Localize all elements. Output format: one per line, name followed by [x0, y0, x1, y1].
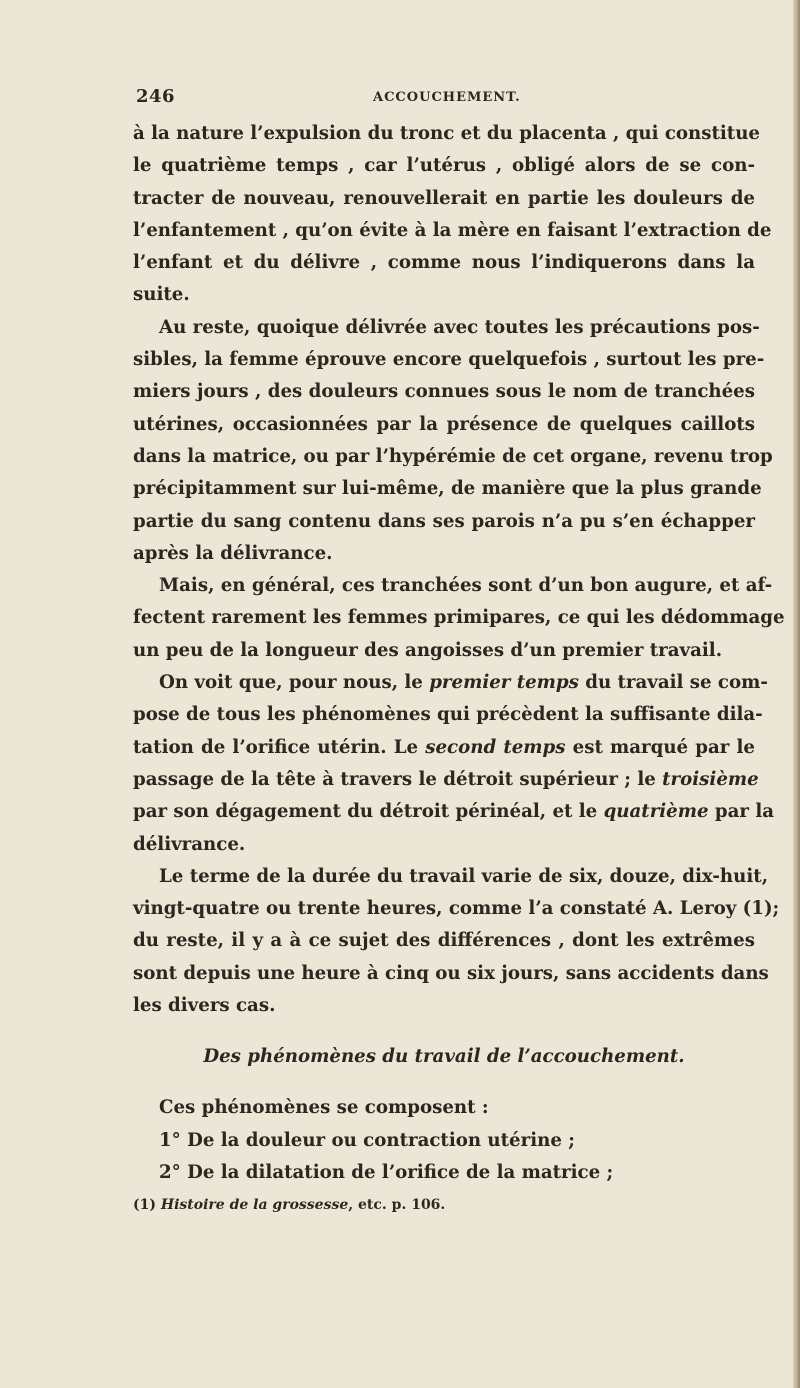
text-line [133, 732, 755, 764]
italic-run: premier temps [429, 672, 579, 694]
paragraph-2 [133, 312, 773, 570]
text-run: par la [708, 801, 775, 823]
footnote [133, 1197, 445, 1213]
page-content [133, 82, 785, 1189]
text-line [133, 796, 775, 828]
text-run: du travail se com- [578, 672, 768, 694]
text-line: après la délivrance. [133, 542, 333, 564]
text-line: tracter de nouveau, renouvellerait en partie les douleurs de [133, 187, 755, 209]
text-line: sont depuis une heure à cinq ou six jours, sans accidents dans [133, 962, 769, 984]
paragraph-5 [133, 861, 780, 1022]
text-line: du reste, il y a à ce sujet des différences , dont les extrêmes [133, 930, 755, 952]
text-line: sibles, la femme éprouve encore quelquefois , surtout les pre- [133, 349, 765, 371]
page-number: 246 [136, 86, 176, 107]
text-line: à la nature l’expulsion du tronc et du placenta , qui constitue [133, 123, 761, 144]
paragraph-6 [133, 1092, 755, 1189]
text-line: miers jours , des douleurs connues sous le nom de tranchées [133, 381, 755, 403]
body-text [133, 118, 785, 1189]
text-line: l’enfantement , qu’on évite à la mère en faisant l’extraction de [133, 219, 772, 241]
text-run: passage de la tête à travers le détroit supérieur ; le [133, 768, 663, 790]
text-line: dans la matrice, ou par l’hypérémie de cet organe, revenu trop [133, 445, 773, 467]
text-line: Au reste, quoique délivrée avec toutes les précautions pos- [159, 316, 760, 338]
text-line: vingt-quatre ou trente heures, comme l’a constaté A. Leroy (1); [133, 898, 780, 920]
text-run: On voit que, pour nous, le [159, 672, 430, 694]
paragraph-4 [133, 667, 775, 861]
paragraph-3 [133, 570, 785, 667]
section-heading: Des phénomènes du travail de l’accouchement. [203, 1046, 685, 1068]
text-line: Le terme de la durée du travail varie de six, douze, dix-huit, [159, 865, 769, 887]
page-header [133, 82, 755, 118]
text-line [133, 667, 768, 699]
footnote-title: Histoire de la grossesse [160, 1197, 349, 1213]
italic-run: quatrième [603, 801, 709, 823]
text-line: Mais, en général, ces tranchées sont d’un bon augure, et af- [159, 575, 773, 597]
text-run: tation de l’orifice utérin. Le [133, 736, 426, 758]
page-edge [793, 0, 800, 1388]
running-title: ACCOUCHEMENT. [373, 90, 521, 105]
text-line: le quatrième temps , car l’utérus , obligé alors de se con- [133, 155, 755, 177]
text-line: Ces phénomènes se composent : [159, 1097, 489, 1119]
text-line: l’enfant et du délivre , comme nous l’indiquerons dans la [133, 252, 755, 274]
text-line: partie du sang contenu dans ses parois n’a pu s’en échapper [133, 510, 755, 532]
text-line: un peu de la longueur des angoisses d’un premier travail. [133, 639, 723, 661]
text-line [133, 764, 759, 796]
footnote-marker: (1) [133, 1197, 161, 1213]
footnote-reference: , etc. p. 106. [348, 1197, 446, 1213]
italic-run: troisième [662, 768, 759, 790]
text-line: précipitamment sur lui-même, de manière que la plus grande [133, 478, 762, 500]
text-line: délivrance. [133, 833, 246, 855]
text-run: par son dégagement du détroit périnéal, et le [133, 801, 604, 823]
text-line: les divers cas. [133, 995, 276, 1017]
paragraph-1 [133, 118, 772, 312]
text-line: 2° De la dilatation de l’orifice de la matrice ; [159, 1161, 614, 1183]
italic-run: second temps [425, 736, 566, 758]
text-line: utérines, occasionnées par la présence de quelques caillots [133, 413, 755, 435]
text-line: suite. [133, 284, 190, 306]
text-line: pose de tous les phénomènes qui précèdent la suffisante dila- [133, 704, 763, 726]
text-run: est marqué par le [565, 736, 755, 758]
text-line: fectent rarement les femmes primipares, ce qui les dédommage [133, 607, 785, 629]
text-line: 1° De la douleur ou contraction utérine ; [159, 1129, 575, 1151]
